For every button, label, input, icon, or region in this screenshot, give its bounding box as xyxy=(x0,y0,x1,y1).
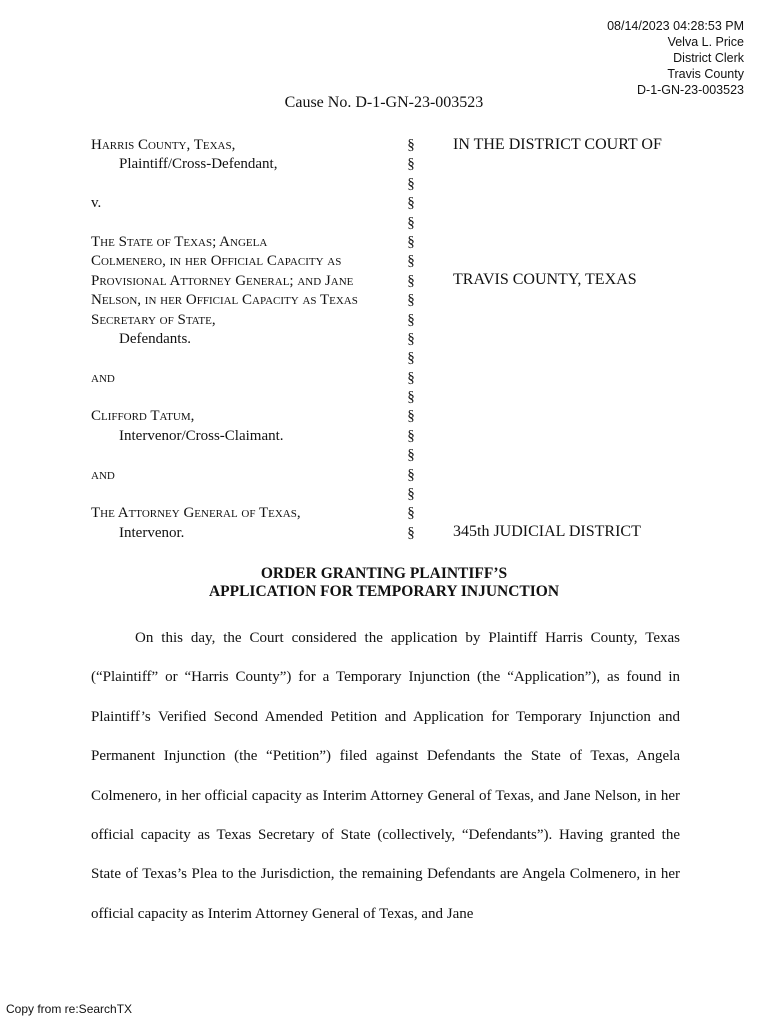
caption-line: Defendants. xyxy=(119,330,192,347)
stamp-clerk-title: District Clerk xyxy=(673,51,744,65)
section-symbol: § xyxy=(407,408,415,425)
section-symbol: § xyxy=(407,272,415,289)
clerk-file-stamp xyxy=(607,18,744,98)
judicial-district: 345th JUDICIAL DISTRICT xyxy=(453,523,641,540)
section-symbol: § xyxy=(407,524,415,541)
section-symbol-column xyxy=(403,136,419,543)
section-symbol: § xyxy=(407,137,415,153)
caption-line: Nelson, in her Official Capacity as Texas xyxy=(91,292,358,309)
section-symbol: § xyxy=(407,214,415,231)
section-symbol: § xyxy=(407,156,415,173)
caption-line: Intervenor. xyxy=(119,524,185,541)
caption-line: Harris County, Texas, xyxy=(91,137,236,153)
section-symbol: § xyxy=(407,311,415,328)
stamp-cause-number: D-1-GN-23-003523 xyxy=(637,83,744,97)
section-symbol: § xyxy=(407,486,415,503)
cause-number: Cause No. D-1-GN-23-003523 xyxy=(284,94,484,111)
section-symbol: § xyxy=(407,175,415,192)
section-symbol: § xyxy=(407,195,415,212)
caption-line: v. xyxy=(91,195,102,212)
caption-line xyxy=(91,214,409,233)
court-county: TRAVIS COUNTY, TEXAS xyxy=(453,271,637,288)
caption-line: Secretary of State, xyxy=(91,311,216,328)
caption-line xyxy=(91,388,409,407)
section-symbol: § xyxy=(407,505,415,522)
caption-line xyxy=(91,446,409,465)
footer-source-note: Copy from re:SearchTX xyxy=(6,1002,133,1016)
stamp-datetime: 08/14/2023 04:28:53 PM xyxy=(607,19,744,33)
caption-line: Colmenero, in her Official Capacity as xyxy=(91,253,342,270)
section-symbol: § xyxy=(407,253,415,270)
order-body xyxy=(91,619,680,934)
caption-line: and xyxy=(91,466,115,483)
section-symbol: § xyxy=(407,427,415,444)
caption-line xyxy=(91,349,409,368)
case-caption-parties xyxy=(91,136,409,543)
section-symbol: § xyxy=(407,369,415,386)
caption-line: and xyxy=(91,369,115,386)
caption-line xyxy=(91,175,409,194)
body-paragraph: On this day, the Court considered the application by Plaintiff Harris County, Texas (“Plaintiff” or “Harris County”) for a Temporary Injunction (the “Application”), as found in Plaintiff’s Verified Second Amended Petition and Application for Temporary Injunction and Permanent Injunction (the “Petition”) filed against Defendants the State of Texas, Angela Colmenero, in her official capacity as Interim Attorney General of Texas, and Jane Nelson, in her official capacity as Texas Secretary of State (collectively, “Defendants”). Having granted the State of Texas’s Plea to the Jurisdiction, the remaining Defendants are Angela Colmenero, in her official capacity as Interim Attorney General of Texas, and Jane xyxy=(91,630,680,922)
caption-line: The State of Texas; Angela xyxy=(91,233,268,250)
caption-line: Clifford Tatum, xyxy=(91,408,195,425)
stamp-clerk-name: Velva L. Price xyxy=(667,35,744,49)
order-title xyxy=(0,565,768,601)
order-title-line1: ORDER GRANTING PLAINTIFF’S xyxy=(260,565,508,582)
section-symbol: § xyxy=(407,292,415,309)
section-symbol: § xyxy=(407,233,415,250)
court-name: IN THE DISTRICT COURT OF xyxy=(453,136,662,153)
caption-line xyxy=(91,485,409,504)
section-symbol: § xyxy=(407,330,415,347)
section-symbol: § xyxy=(407,350,415,367)
caption-line: The Attorney General of Texas, xyxy=(91,505,301,522)
caption-line: Plaintiff/Cross-Defendant, xyxy=(119,156,278,173)
caption-line: Provisional Attorney General; and Jane xyxy=(91,272,354,289)
section-symbol: § xyxy=(407,389,415,406)
stamp-county: Travis County xyxy=(667,67,744,81)
section-symbol: § xyxy=(407,447,415,464)
order-title-line2: APPLICATION FOR TEMPORARY INJUNCTION xyxy=(208,583,560,600)
caption-line: Intervenor/Cross-Claimant. xyxy=(119,427,284,444)
section-symbol: § xyxy=(407,466,415,483)
